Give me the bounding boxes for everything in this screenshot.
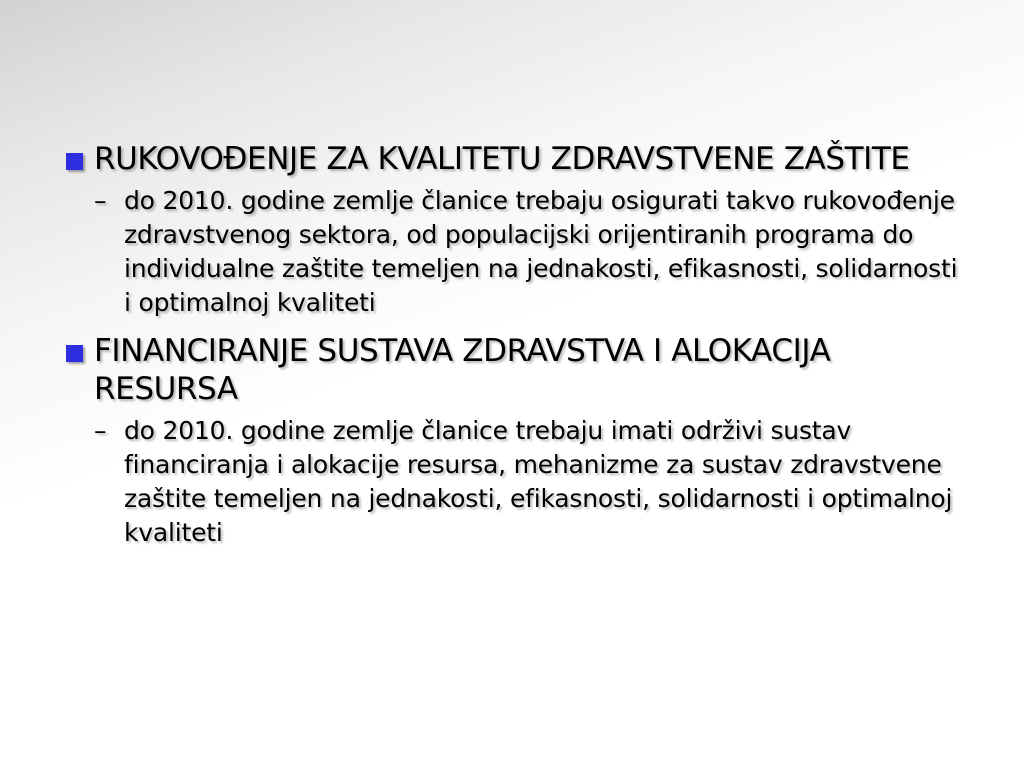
dash-bullet-1: – — [94, 186, 107, 215]
slide-content — [60, 140, 960, 562]
sub-item-2 — [94, 414, 960, 550]
square-bullet-icon — [66, 153, 83, 170]
sub-item-1 — [94, 184, 960, 320]
bullet-heading-2: FINANCIRANJE SUSTAVA ZDRAVSTVA I ALOKACIJA RESURSA — [94, 333, 831, 407]
dash-bullet-2: – — [94, 416, 107, 445]
bullet-item-2 — [60, 332, 960, 408]
bullet-item-1 — [60, 140, 960, 178]
sub-item-text-2: do 2010. godine zemlje članice trebaju imati održivi sustav financiranja i alokacije resursa, mehanizme za sustav zdravstvene zaštite temeljen na jednakosti, efikasnosti, solidarnosti i optimalnoj kvaliteti — [124, 416, 953, 547]
bullet-heading-1: RUKOVOĐENJE ZA KVALITETU ZDRAVSTVENE ZAŠTITE — [94, 141, 910, 177]
sub-item-text-1: do 2010. godine zemlje članice trebaju osigurati takvo rukovođenje zdravstvenog sektora, od populacijski orijentiranih programa do individualne zaštite temeljen na jednakosti, efikasnosti, solidarnosti i optimalnoj kvaliteti — [124, 186, 958, 317]
square-bullet-icon — [66, 345, 83, 362]
